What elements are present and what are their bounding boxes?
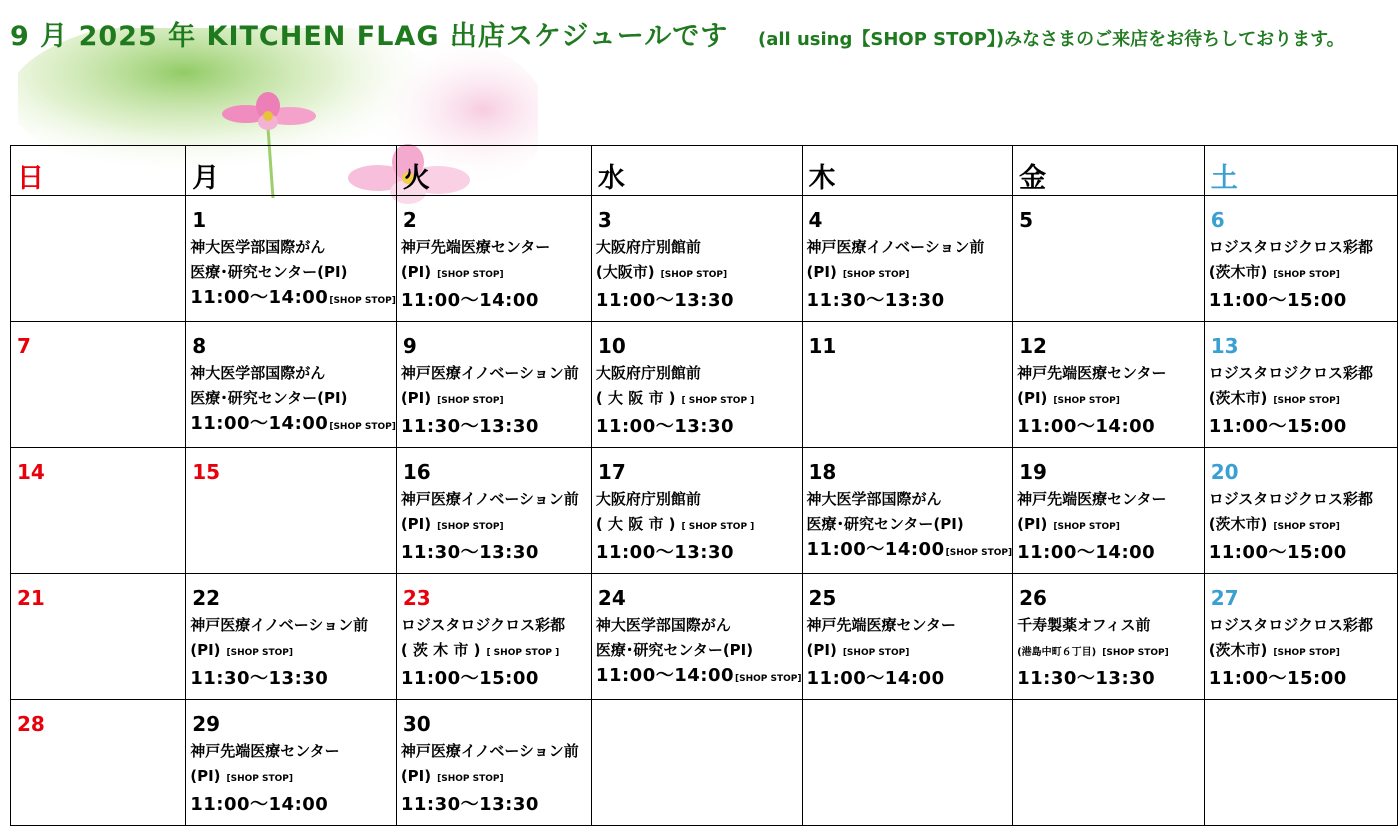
location-name: ロジスタロジクロス彩都 [1208, 616, 1373, 634]
calendar-day-cell [1013, 700, 1205, 826]
calendar-day-cell [591, 574, 802, 700]
schedule-entry [803, 613, 1013, 691]
weekday-header [396, 146, 591, 196]
schedule-entry [397, 487, 591, 565]
calendar-day-cell [396, 322, 591, 448]
day-number: 30 [402, 712, 431, 736]
calendar-day-cell [1013, 196, 1205, 322]
location-detail [190, 638, 396, 666]
day-number [592, 700, 802, 739]
time-range: 11:00～15:00 [400, 668, 539, 689]
time-range: 11:00～13:30 [595, 542, 735, 563]
location-detail [1209, 638, 1397, 666]
location-area: (PI) [400, 263, 432, 281]
calendar-day-cell [802, 196, 1013, 322]
location-area: (大阪市) [595, 263, 655, 281]
calendar-table [10, 145, 1398, 826]
schedule-entry [1013, 613, 1204, 691]
location-detail [807, 638, 1013, 666]
shop-stop-tag: [SHOP STOP] [660, 270, 728, 280]
page-note: (all using【SHOP STOP】)みなさまのご来店をお待ちしております。 [758, 29, 1345, 50]
weekday-label: 金 [1019, 163, 1047, 194]
weekday-header [1204, 146, 1397, 196]
time-range: 11:00～14:00 [190, 287, 329, 308]
time-range: 11:30～13:30 [400, 542, 539, 563]
calendar-day-cell [396, 700, 591, 826]
location-name: 神大医学部国際がん [806, 490, 942, 508]
day-number: 10 [597, 334, 626, 358]
time-range-row [401, 792, 591, 817]
shop-stop-tag: [SHOP STOP] [437, 270, 504, 280]
day-number: 11 [808, 334, 837, 358]
calendar-day-cell [591, 196, 802, 322]
location-area: (PI) [400, 767, 432, 785]
shop-stop-tag: [SHOP STOP] [1053, 522, 1120, 532]
shop-stop-tag: [SHOP STOP] [842, 648, 910, 658]
day-number: 21 [17, 586, 45, 610]
location-detail [401, 638, 591, 666]
location-area: (PI) [190, 641, 221, 659]
location-detail [807, 512, 1013, 537]
location-name: 神戸先端医療センター [190, 742, 340, 760]
shop-stop-tag: [SHOP STOP] [226, 648, 294, 658]
time-range-row [596, 414, 802, 439]
shop-stop-tag: [SHOP STOP] [226, 774, 294, 784]
weekday-header [11, 146, 186, 196]
schedule-entry [1205, 235, 1397, 313]
location-detail [190, 386, 396, 411]
calendar-day-cell [591, 322, 802, 448]
time-range-row [1017, 414, 1204, 439]
location-area: 医療･研究センター(PI) [806, 515, 964, 533]
shop-stop-tag: [SHOP STOP] [1053, 396, 1120, 406]
location-name: 大阪府庁別館前 [595, 238, 701, 256]
calendar-day-cell [11, 196, 186, 322]
time-range: 11:00～14:00 [806, 539, 945, 560]
calendar-week-row [11, 574, 1398, 700]
calendar-day-cell [1013, 322, 1205, 448]
time-range-row [807, 537, 1013, 566]
shop-stop-tag: [SHOP STOP] [842, 270, 910, 280]
day-number: 7 [17, 334, 31, 358]
day-number: 4 [808, 208, 823, 232]
time-range: 11:00～13:30 [595, 416, 735, 437]
location-name: ロジスタロジクロス彩都 [1208, 490, 1373, 508]
calendar-day-cell [1204, 322, 1397, 448]
calendar-day-cell [1013, 448, 1205, 574]
day-number: 25 [808, 586, 837, 610]
weekday-label: 土 [1210, 163, 1238, 194]
schedule-entry [1013, 487, 1204, 565]
calendar-week-row [11, 700, 1398, 826]
location-name: 大阪府庁別館前 [595, 364, 701, 382]
time-range: 11:00～15:00 [1208, 668, 1347, 689]
location-area: 医療･研究センター(PI) [190, 389, 348, 407]
location-name: 神大医学部国際がん [190, 238, 326, 256]
calendar-day-cell [186, 448, 397, 574]
time-range: 11:30～13:30 [190, 668, 329, 689]
location-name: ロジスタロジクロス彩都 [1208, 364, 1373, 382]
time-range-row [1017, 540, 1204, 565]
time-range-row [190, 411, 396, 440]
location-name: 大阪府庁別館前 [595, 490, 701, 508]
day-number: 2 [402, 208, 417, 232]
location-detail [596, 260, 802, 288]
calendar-day-cell [1204, 700, 1397, 826]
time-range-row [401, 288, 591, 313]
location-area: (港島中町６丁目) [1017, 647, 1097, 658]
time-range: 11:30～13:30 [400, 416, 539, 437]
location-area: (PI) [806, 641, 837, 659]
time-range-row [807, 288, 1013, 313]
location-detail [401, 512, 591, 540]
location-detail [596, 386, 802, 414]
schedule-entry [186, 613, 396, 691]
calendar-day-cell [591, 448, 802, 574]
location-name: 神戸医療イノベーション前 [400, 490, 579, 508]
day-number: 5 [1019, 208, 1034, 232]
location-detail [1017, 512, 1204, 540]
location-area: (PI) [400, 389, 432, 407]
location-name: 千寿製薬オフィス前 [1017, 616, 1151, 634]
schedule-entry [1205, 613, 1397, 691]
day-number: 3 [597, 208, 612, 232]
day-number [1013, 700, 1204, 739]
calendar-day-cell [396, 448, 591, 574]
day-number: 29 [192, 712, 221, 736]
day-number: 23 [402, 586, 431, 610]
day-number: 14 [17, 460, 45, 484]
shop-stop-tag: [ SHOP STOP ] [486, 648, 560, 658]
location-detail [807, 260, 1013, 288]
location-area: ( 大 阪 市 ) [595, 515, 676, 533]
time-range-row [1209, 666, 1397, 691]
location-area: (茨木市) [1208, 389, 1268, 407]
shop-stop-tag: [ SHOP STOP ] [681, 396, 755, 406]
location-name: 神大医学部国際がん [190, 364, 326, 382]
day-number: 20 [1210, 460, 1239, 484]
day-number: 24 [597, 586, 626, 610]
day-number: 27 [1210, 586, 1239, 610]
time-range-row [1209, 414, 1397, 439]
day-number: 17 [597, 460, 626, 484]
day-number: 8 [192, 334, 207, 358]
location-name: 神戸医療イノベーション前 [400, 364, 579, 382]
schedule-entry [186, 361, 396, 440]
schedule-entry [186, 235, 396, 314]
location-area: (PI) [400, 515, 432, 533]
calendar-body [11, 196, 1398, 826]
time-range-row [1209, 540, 1397, 565]
time-range-row [401, 540, 591, 565]
schedule-entry [803, 235, 1013, 313]
schedule-entry [592, 361, 802, 439]
schedule-entry [397, 361, 591, 439]
shop-stop-tag: [SHOP STOP] [437, 774, 504, 784]
calendar-day-cell [11, 700, 186, 826]
day-number [803, 700, 1013, 739]
time-range-row [807, 666, 1013, 691]
calendar-day-cell [802, 574, 1013, 700]
shop-stop-tag: [SHOP STOP] [1273, 396, 1340, 406]
day-number: 18 [808, 460, 837, 484]
calendar-week-row [11, 322, 1398, 448]
location-detail [1017, 386, 1204, 414]
weekday-label: 月 [192, 163, 220, 194]
calendar-day-cell [1013, 574, 1205, 700]
weekday-label: 日 [17, 163, 44, 194]
location-area: (PI) [1017, 389, 1048, 407]
location-name: ロジスタロジクロス彩都 [1208, 238, 1373, 256]
calendar-day-cell [186, 196, 397, 322]
calendar-day-cell [186, 322, 397, 448]
weekday-header-row [11, 146, 1398, 196]
time-range: 11:00～15:00 [1208, 290, 1347, 311]
location-detail [596, 512, 802, 540]
schedule-entry [397, 235, 591, 313]
shop-stop-tag: [SHOP STOP] [1273, 270, 1340, 280]
location-detail [190, 764, 396, 792]
schedule-entry [397, 739, 591, 817]
shop-stop-tag: [SHOP STOP] [735, 674, 802, 684]
weekday-header [1013, 146, 1205, 196]
calendar-week-row [11, 448, 1398, 574]
time-range: 11:30～13:30 [806, 290, 945, 311]
schedule-entry [397, 613, 591, 691]
shop-stop-tag: [SHOP STOP] [1102, 648, 1169, 658]
schedule-entry [1205, 361, 1397, 439]
location-name: 神戸先端医療センター [1017, 490, 1167, 508]
schedule-entry [1205, 487, 1397, 565]
calendar-day-cell [802, 322, 1013, 448]
location-area: (茨木市) [1208, 263, 1268, 281]
day-number: 26 [1019, 586, 1047, 610]
time-range: 11:00～13:30 [595, 290, 735, 311]
time-range: 11:30～13:30 [400, 794, 539, 815]
shop-stop-tag: [SHOP STOP] [1273, 648, 1340, 658]
day-number: 6 [1210, 208, 1225, 232]
location-detail [1209, 260, 1397, 288]
calendar-week-row [11, 196, 1398, 322]
weekday-header [186, 146, 397, 196]
location-name: 神戸医療イノベーション前 [806, 238, 985, 256]
day-number [11, 196, 185, 235]
calendar-day-cell [11, 448, 186, 574]
calendar-day-cell [802, 448, 1013, 574]
time-range: 11:00～15:00 [1208, 416, 1347, 437]
day-number: 28 [17, 712, 45, 736]
calendar-day-cell [591, 700, 802, 826]
location-detail [1017, 638, 1204, 666]
time-range-row [596, 540, 802, 565]
shop-stop-tag: [SHOP STOP] [1273, 522, 1340, 532]
time-range-row [190, 285, 396, 314]
day-number [1205, 700, 1397, 739]
schedule-entry [1013, 361, 1204, 439]
location-name: 神戸先端医療センター [1017, 364, 1167, 382]
shop-stop-tag: [SHOP STOP] [329, 422, 396, 432]
location-name: ロジスタロジクロス彩都 [400, 616, 566, 634]
location-area: (PI) [190, 767, 221, 785]
shop-stop-tag: [SHOP STOP] [329, 296, 396, 306]
location-detail [1209, 386, 1397, 414]
location-detail [401, 260, 591, 288]
location-detail [1209, 512, 1397, 540]
schedule-entry [592, 235, 802, 313]
time-range-row [401, 666, 591, 691]
location-area: (PI) [1017, 515, 1048, 533]
location-area: (茨木市) [1208, 641, 1268, 659]
location-area: 医療･研究センター(PI) [595, 641, 754, 659]
location-name: 神大医学部国際がん [595, 616, 731, 634]
weekday-label: 火 [402, 163, 430, 194]
time-range: 11:00～14:00 [806, 668, 945, 689]
calendar-day-cell [11, 574, 186, 700]
weekday-header [591, 146, 802, 196]
location-detail [190, 260, 396, 285]
day-number: 9 [402, 334, 417, 358]
shop-stop-tag: [SHOP STOP] [945, 548, 1013, 558]
location-area: 医療･研究センター(PI) [190, 263, 348, 281]
location-area: (茨木市) [1208, 515, 1268, 533]
location-name: 神戸医療イノベーション前 [190, 616, 369, 634]
weekday-header [802, 146, 1013, 196]
weekday-label: 水 [597, 163, 625, 194]
location-area: (PI) [806, 263, 837, 281]
calendar-day-cell [396, 196, 591, 322]
calendar-day-cell [186, 574, 397, 700]
shop-stop-tag: [SHOP STOP] [437, 396, 504, 406]
time-range-row [596, 663, 802, 692]
location-name: 神戸先端医療センター [806, 616, 956, 634]
time-range-row [1209, 288, 1397, 313]
day-number: 16 [402, 460, 431, 484]
shop-stop-tag: [SHOP STOP] [437, 522, 504, 532]
calendar-day-cell [1204, 196, 1397, 322]
day-number: 15 [192, 460, 221, 484]
location-name: 神戸医療イノベーション前 [400, 742, 579, 760]
day-number: 22 [192, 586, 221, 610]
weekday-label: 木 [808, 163, 836, 194]
location-area: ( 茨 木 市 ) [400, 641, 481, 659]
time-range: 11:00～15:00 [1208, 542, 1347, 563]
schedule-entry [803, 487, 1013, 566]
shop-stop-tag: [ SHOP STOP ] [681, 522, 755, 532]
time-range: 11:00～14:00 [595, 665, 735, 686]
location-detail [401, 764, 591, 792]
day-number: 13 [1210, 334, 1239, 358]
calendar-day-cell [11, 322, 186, 448]
time-range: 11:00～14:00 [1017, 416, 1156, 437]
schedule-entry [592, 613, 802, 692]
day-number: 12 [1019, 334, 1047, 358]
time-range-row [596, 288, 802, 313]
location-detail [596, 638, 802, 663]
schedule-entry [186, 739, 396, 817]
time-range: 11:30～13:30 [1017, 668, 1156, 689]
calendar-day-cell [802, 700, 1013, 826]
page-title: 9 月 2025 年 KITCHEN FLAG 出店スケジュールです [10, 21, 729, 52]
day-number: 19 [1019, 460, 1047, 484]
time-range: 11:00～14:00 [1017, 542, 1156, 563]
time-range-row [401, 414, 591, 439]
time-range: 11:00～14:00 [190, 413, 329, 434]
calendar-day-cell [1204, 448, 1397, 574]
location-detail [401, 386, 591, 414]
calendar-day-cell [1204, 574, 1397, 700]
time-range-row [190, 666, 396, 691]
location-area: ( 大 阪 市 ) [595, 389, 676, 407]
location-name: 神戸先端医療センター [400, 238, 551, 256]
day-number: 1 [192, 208, 207, 232]
time-range: 11:00～14:00 [190, 794, 329, 815]
schedule-entry [592, 487, 802, 565]
time-range: 11:00～14:00 [400, 290, 539, 311]
calendar-day-cell [186, 700, 397, 826]
calendar-day-cell [396, 574, 591, 700]
time-range-row [190, 792, 396, 817]
time-range-row [1017, 666, 1204, 691]
